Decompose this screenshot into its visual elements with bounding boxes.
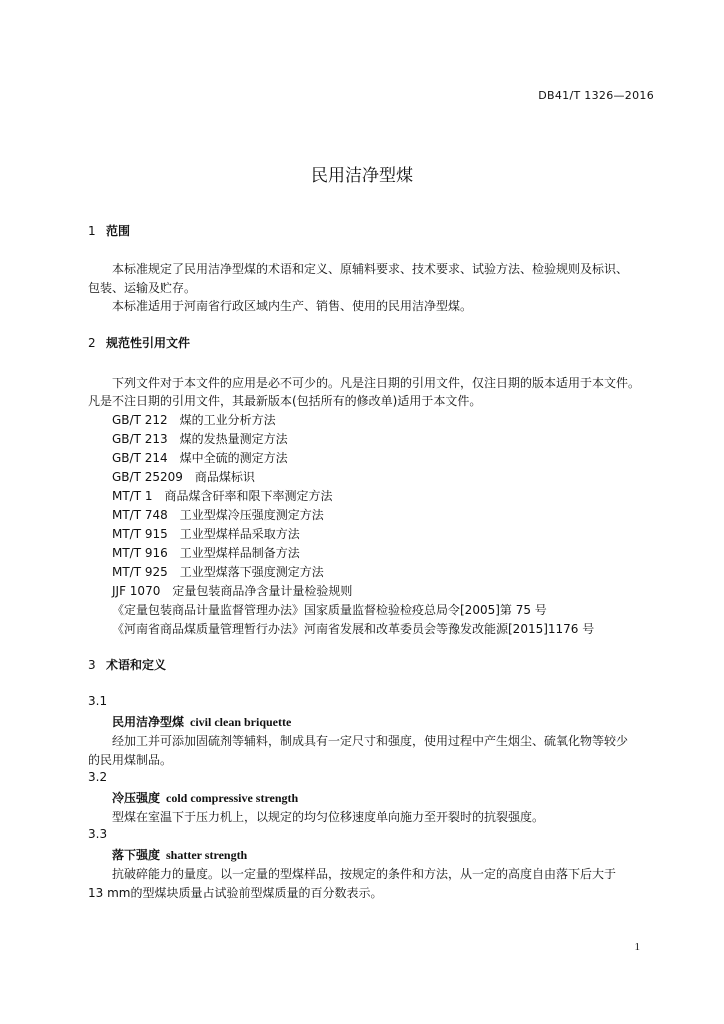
standard-code: DB41/T 1326—2016 [538,89,654,102]
paragraph-line: 本标准规定了民用洁净型煤的术语和定义、原辅料要求、技术要求、试验方法、检验规则及标识、 [112,262,629,276]
paragraph-line: 包装、运输及贮存。 [88,281,197,295]
document-title: 民用洁净型煤 [311,166,413,186]
reference-item: MT/T 925 工业型煤落下强度测定方法 [112,565,324,579]
term-en: shatter strength [166,848,248,862]
definition-line: 13 mm的型煤块质量占试验前型煤质量的百分数表示。 [88,886,383,900]
term-en: civil clean briquette [190,715,292,729]
section-number: 1 [88,224,96,238]
section-title: 范围 [106,224,131,238]
section-heading-terms-definitions [88,656,166,673]
section-title: 规范性引用文件 [106,336,191,350]
clause-number: 3.3 [88,827,108,841]
reference-item: GB/T 25209 商品煤标识 [112,470,255,484]
term-heading [112,846,247,863]
reference-item: 《定量包装商品计量监督管理办法》国家质量监督检验检疫总局令[2005]第 75 号 [112,603,547,617]
reference-item: MT/T 916 工业型煤样品制备方法 [112,546,300,560]
section-heading-scope [88,222,130,239]
reference-item: JJF 1070 定量包装商品净含量计量检验规则 [112,584,353,598]
page-number: 1 [634,941,640,953]
definition-line: 抗破碎能力的量度。以一定量的型煤样品，按规定的条件和方法，从一定的高度自由落下后大于 [112,867,617,881]
reference-item: MT/T 1 商品煤含矸率和限下率测定方法 [112,489,333,503]
reference-item: GB/T 212 煤的工业分析方法 [112,413,276,427]
reference-item: MT/T 748 工业型煤冷压强度测定方法 [112,508,324,522]
term-zh: 落下强度 [112,848,161,862]
reference-item: 《河南省商品煤质量管理暂行办法》河南省发展和改革委员会等豫发改能源[2015]1176 号 [112,622,595,636]
section-title: 术语和定义 [106,658,167,672]
reference-item: GB/T 213 煤的发热量测定方法 [112,432,288,446]
paragraph-line: 本标准适用于河南省行政区域内生产、销售、使用的民用洁净型煤。 [112,299,473,313]
section-number: 2 [88,336,96,350]
paragraph-line: 下列文件对于本文件的应用是必不可少的。凡是注日期的引用文件，仅注日期的版本适用于本文件。 [112,376,641,390]
paragraph-line: 凡是不注日期的引用文件，其最新版本(包括所有的修改单)适用于本文件。 [88,394,482,408]
term-heading [112,713,291,730]
term-zh: 民用洁净型煤 [112,715,185,729]
reference-item: MT/T 915 工业型煤样品采取方法 [112,527,300,541]
section-number: 3 [88,658,96,672]
definition-line: 的民用煤制品。 [88,753,173,767]
reference-item: GB/T 214 煤中全硫的测定方法 [112,451,288,465]
definition-line: 经加工并可添加固硫剂等辅料，制成具有一定尺寸和强度，使用过程中产生烟尘、硫氧化物等较少 [112,734,629,748]
term-zh: 冷压强度 [112,791,161,805]
term-heading [112,789,298,806]
section-heading-normative-references [88,334,190,351]
clause-number: 3.2 [88,770,108,784]
definition-line: 型煤在室温下于压力机上，以规定的均匀位移速度单向施力至开裂时的抗裂强度。 [112,810,545,824]
clause-number: 3.1 [88,694,108,708]
term-en: cold compressive strength [166,791,299,805]
